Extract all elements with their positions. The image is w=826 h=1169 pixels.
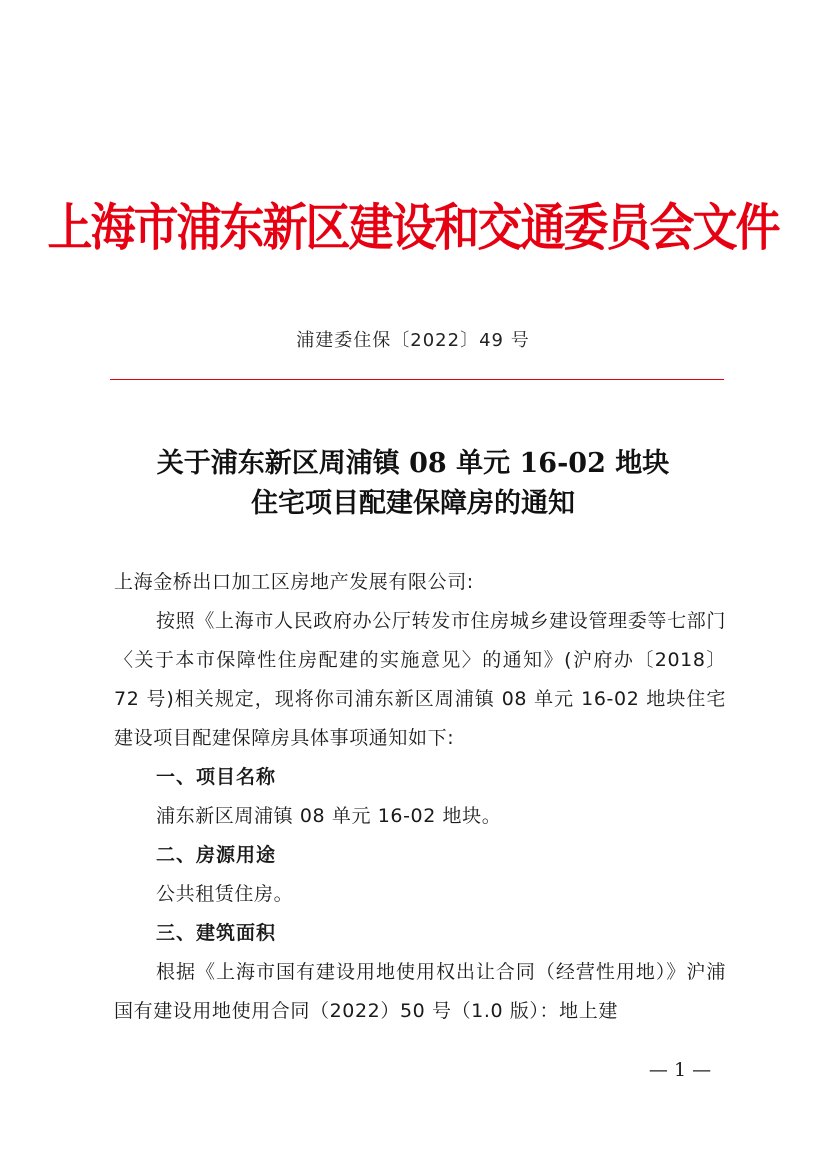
document-number: 浦建委住保〔2022〕49 号: [296, 330, 530, 351]
page-number: — 1 —: [648, 1059, 712, 1081]
section-heading: 三、建筑面积: [156, 922, 277, 944]
issuer-title: 上海市浦东新区建设和交通委员会文件: [47, 197, 779, 258]
red-divider: [110, 379, 724, 380]
notice-title-line-1: 关于浦东新区周浦镇 08 单元 16-02 地块: [156, 448, 670, 479]
section-text: 根据《上海市国有建设用地使用权出让合同（经营性用地）》沪浦国有建设用地使用合同（2022）50 号（1.0 版）：地上建: [114, 961, 726, 1022]
intro-paragraph: 按照《上海市人民政府办公厅转发市住房城乡建设管理委等七部门〈关于本市保障性住房配建的实施意见〉的通知》(沪府办〔2018〕72 号)相关规定，现将你司浦东新区周浦镇 08 单元 16-02 地块住宅建设项目配建保障房具体事项通知如下:: [114, 610, 726, 749]
section-heading: 二、房源用途: [156, 844, 277, 866]
notice-title-line-2: 住宅项目配建保障房的通知: [251, 488, 575, 519]
section-text: 浦东新区周浦镇 08 单元 16-02 地块。: [156, 805, 502, 827]
addressee: 上海金桥出口加工区房地产发展有限公司:: [114, 571, 474, 593]
section-text: 公共租赁住房。: [156, 883, 294, 905]
section-heading: 一、项目名称: [156, 766, 277, 788]
document-body: [114, 563, 726, 1031]
